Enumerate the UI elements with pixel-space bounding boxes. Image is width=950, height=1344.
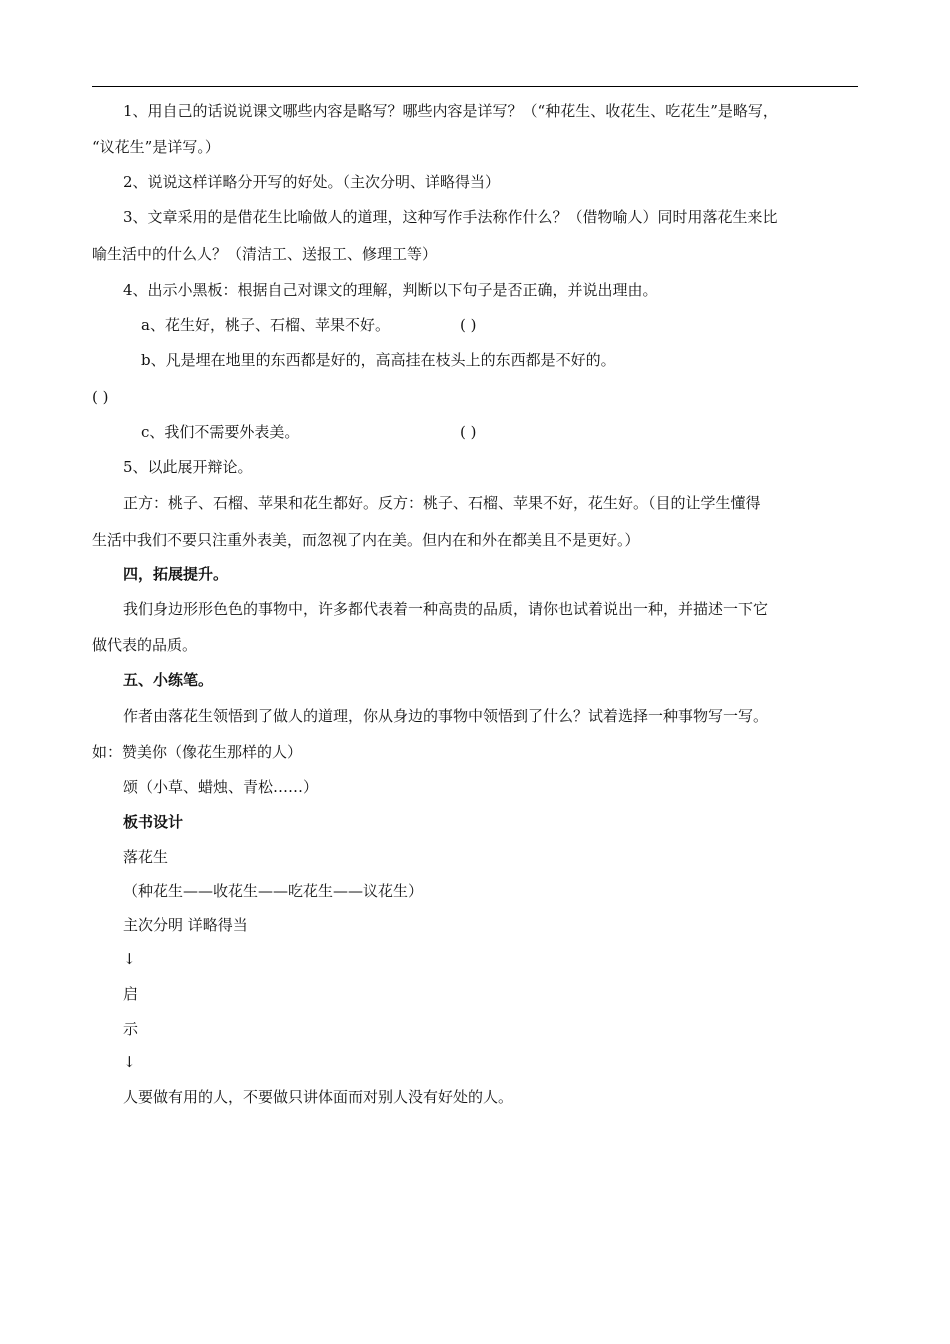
section-4-line-2: 做代表的品质。 [92,636,198,654]
board-sequence: （种花生——收花生——吃花生——议花生） [123,882,424,900]
section-5-heading: 五、小练笔。 [123,671,214,689]
board-char-qi: 启 [123,985,139,1003]
section-5-line-1: 作者由落花生领悟到了做人的道理，你从身边的事物中领悟到了什么？试着选择一种事物写一写。 [123,707,769,725]
board-conclusion: 人要做有用的人，不要做只讲体面而对别人没有好处的人。 [123,1088,514,1106]
board-title: 落花生 [123,848,169,866]
section-5-line-3: 颂（小草、蜡烛、青松……） [123,778,319,796]
question-2: 2、说说这样详略分开写的好处。（主次分明、详略得当） [123,173,501,191]
question-1-line-2: “议花生”是详写。） [92,138,220,156]
section-4-line-1: 我们身边形形色色的事物中，许多都代表着一种高贵的品质，请你也试着说出一种，并描述一下它 [123,600,769,618]
header-rule [92,86,858,87]
statement-b: b、凡是埋在地里的东西都是好的，高高挂在枝头上的东西都是不好的。 [141,351,616,369]
board-summary: 主次分明 详略得当 [123,916,248,934]
section-5-line-2: 如：赞美你（像花生那样的人） [92,743,303,761]
question-4: 4、出示小黑板：根据自己对课文的理解，判断以下句子是否正确，并说出理由。 [123,281,658,299]
statement-c: c、我们不需要外表美。 [141,423,300,441]
debate-line-1: 正方：桃子、石榴、苹果和花生都好。反方：桃子、石榴、苹果不好，花生好。（目的让学生懂得 [123,494,761,512]
question-3-line-2: 喻生活中的什么人？（清洁工、送报工、修理工等） [92,245,438,263]
down-arrow-icon: ↓ [123,950,136,968]
board-design-heading: 板书设计 [123,813,184,831]
question-5: 5、以此展开辩论。 [123,458,253,476]
board-char-shi: 示 [123,1020,139,1038]
section-4-heading: 四，拓展提升。 [123,565,229,583]
statement-a-bracket: ( ) [460,316,477,334]
question-3-line-1: 3、文章采用的是借花生比喻做人的道理，这种写作手法称作什么？（借物喻人）同时用落花生来比 [123,208,778,226]
debate-line-2: 生活中我们不要只注重外表美，而忽视了内在美。但内在和外在都美且不是更好。） [92,531,640,549]
statement-a: a、花生好，桃子、石榴、苹果不好。 [141,316,390,334]
statement-b-bracket: ( ) [92,388,109,406]
down-arrow-icon: ↓ [123,1053,136,1071]
question-1-line-1: 1、用自己的话说说课文哪些内容是略写？哪些内容是详写？（“种花生、收花生、吃花生”是略写， [123,102,778,120]
statement-c-bracket: ( ) [460,423,477,441]
